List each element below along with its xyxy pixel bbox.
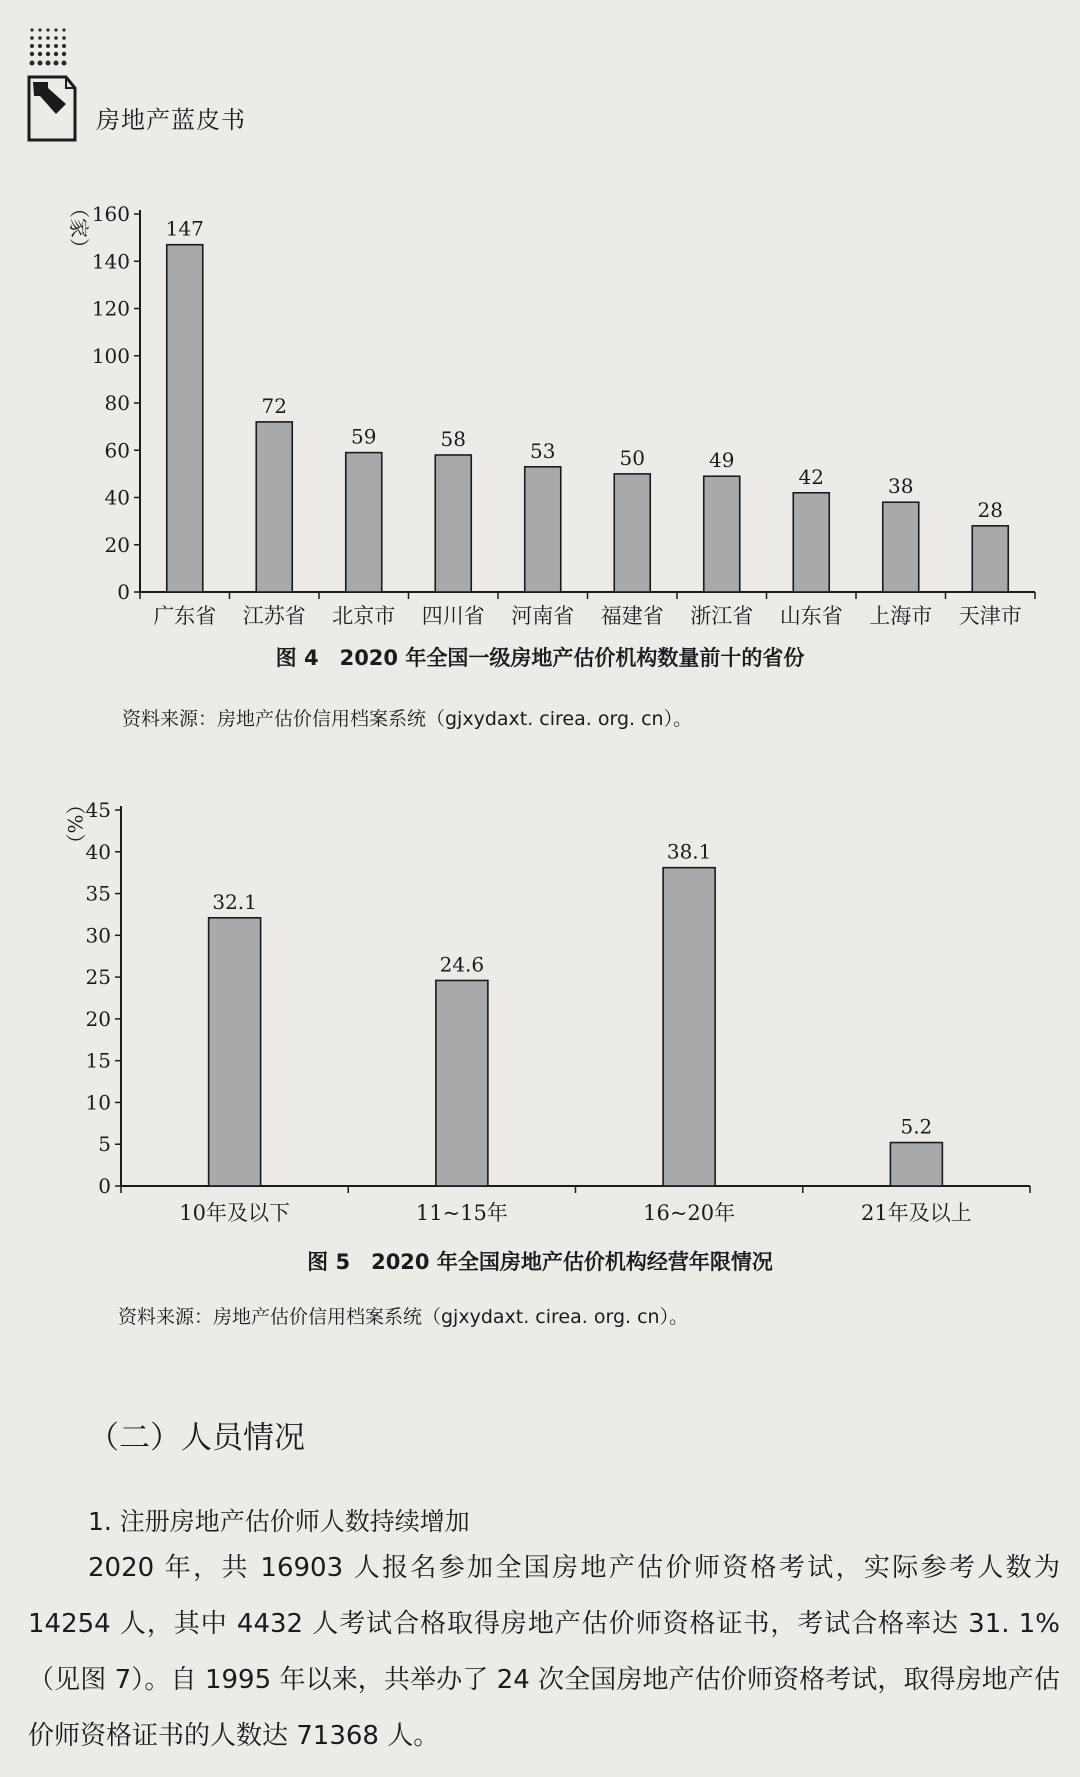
fig4-data-label: 28 bbox=[977, 497, 1003, 522]
fig5-y-tick-label: 40 bbox=[85, 839, 111, 864]
fig5-category-label: 11~15年 bbox=[415, 1201, 508, 1225]
fig5-bar bbox=[890, 1143, 942, 1186]
fig4-y-tick-label: 120 bbox=[91, 296, 130, 321]
fig4-bar bbox=[614, 474, 650, 592]
fig4-category-label: 河南省 bbox=[511, 604, 575, 628]
fig4-y-tick-label: 60 bbox=[104, 438, 130, 463]
fig4-data-label: 58 bbox=[440, 426, 466, 451]
fig5-category-label: 10年及以下 bbox=[179, 1201, 290, 1225]
fig4-category-label: 浙江省 bbox=[690, 604, 754, 628]
figure-5-caption: 图 5 2020 年全国房地产估价机构经营年限情况 bbox=[307, 1250, 773, 1274]
fig4-category-label: 山东省 bbox=[779, 604, 843, 628]
fig4-data-label: 53 bbox=[530, 438, 556, 463]
fig4-bar bbox=[793, 493, 829, 592]
fig4-bar bbox=[525, 467, 561, 592]
fig5-y-tick-label: 45 bbox=[85, 798, 111, 822]
fig4-category-label: 天津市 bbox=[958, 604, 1022, 628]
fig5-data-label: 24.6 bbox=[439, 952, 485, 977]
figure-4-svg bbox=[0, 0, 1080, 640]
fig4-bar bbox=[256, 422, 292, 592]
fig5-y-tick-label: 30 bbox=[85, 923, 111, 948]
book-series-title: 房地产蓝皮书 bbox=[96, 106, 246, 134]
fig5-y-tick-label: 5 bbox=[98, 1132, 111, 1157]
fig4-y-tick-label: 140 bbox=[91, 249, 130, 274]
fig5-category-label: 21年及以上 bbox=[861, 1201, 972, 1225]
fig4-y-tick-label: 100 bbox=[91, 343, 130, 368]
fig4-data-label: 38 bbox=[888, 474, 914, 499]
fig5-bar bbox=[663, 868, 715, 1186]
section-subtitle: 1. 注册房地产估价师人数持续增加 bbox=[88, 1507, 470, 1536]
fig4-bar bbox=[346, 453, 382, 592]
fig5-y-tick-label: 20 bbox=[85, 1006, 111, 1031]
fig5-y-tick-label: 25 bbox=[85, 965, 111, 990]
fig4-y-tick-label: 80 bbox=[104, 391, 130, 415]
fig4-category-label: 上海市 bbox=[869, 604, 933, 628]
fig4-bar bbox=[704, 476, 740, 592]
fig5-y-tick-label: 15 bbox=[85, 1048, 111, 1073]
fig4-y-tick-label: 160 bbox=[91, 202, 130, 226]
section-title: （二）人员情况 bbox=[88, 1420, 305, 1456]
fig4-bar bbox=[167, 245, 203, 592]
fig4-y-tick-label: 20 bbox=[104, 532, 130, 557]
figure-4-source: 资料来源：房地产估价信用档案系统（gjxydaxt. cirea. org. cn）。 bbox=[122, 708, 693, 730]
fig4-data-label: 49 bbox=[709, 448, 735, 473]
fig5-category-label: 16~20年 bbox=[643, 1201, 736, 1225]
fig4-y-tick-label: 40 bbox=[104, 485, 130, 510]
fig5-y-tick-label: 10 bbox=[85, 1090, 111, 1115]
fig4-data-label: 147 bbox=[165, 216, 204, 241]
fig4-bar bbox=[435, 455, 471, 592]
fig4-data-label: 42 bbox=[798, 464, 824, 489]
fig5-bar bbox=[436, 980, 488, 1186]
figure-4-caption: 图 4 2020 年全国一级房地产估价机构数量前十的省份 bbox=[275, 646, 805, 670]
fig4-data-label: 72 bbox=[261, 393, 287, 418]
fig4-category-label: 广东省 bbox=[153, 604, 217, 628]
fig4-data-label: 59 bbox=[351, 424, 377, 449]
fig4-y-tick-label: 0 bbox=[117, 580, 130, 604]
fig4-data-label: 50 bbox=[619, 445, 645, 470]
fig4-bar bbox=[972, 526, 1008, 592]
fig5-y-tick-label: 0 bbox=[98, 1174, 111, 1198]
fig5-bar bbox=[209, 918, 261, 1186]
figure-5-svg bbox=[0, 780, 1080, 1240]
fig4-category-label: 福建省 bbox=[600, 604, 664, 628]
fig4-category-label: 江苏省 bbox=[242, 604, 306, 628]
fig5-data-label: 5.2 bbox=[900, 1114, 933, 1139]
body-paragraph-text: 2020 年，共 16903 人报名参加全国房地产估价师资格考试，实际参考人数为 14254 人，其中 4432 人考试合格取得房地产估价师资格证书，考试合格率达 31. 1%（见图 7）。自 1995 年以来，共举办了 24 次全国房地产估价师资格考试，取得房地产估价师资格证书的人数达 71368 人。 bbox=[28, 1553, 1060, 1751]
body-paragraph bbox=[28, 1540, 1060, 1764]
fig4-category-label: 四川省 bbox=[421, 604, 485, 628]
figure-5-chart bbox=[0, 780, 1080, 1240]
fig4-y-axis-label: （家） bbox=[67, 198, 91, 258]
fig4-category-label: 北京市 bbox=[332, 604, 396, 628]
fig5-data-label: 32.1 bbox=[212, 889, 257, 914]
fig5-y-axis-label: （%） bbox=[63, 794, 87, 854]
figure-4-chart bbox=[0, 0, 1080, 640]
figure-5-source: 资料来源：房地产估价信用档案系统（gjxydaxt. cirea. org. cn）。 bbox=[118, 1306, 689, 1328]
fig5-y-tick-label: 35 bbox=[85, 881, 111, 906]
fig4-bar bbox=[883, 502, 919, 592]
fig5-data-label: 38.1 bbox=[666, 839, 712, 864]
